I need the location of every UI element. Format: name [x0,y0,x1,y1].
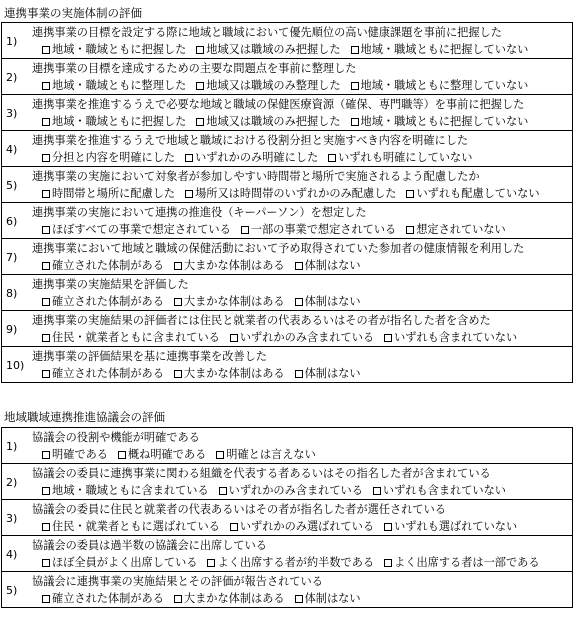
checkbox-icon[interactable] [351,82,359,90]
answer-option-label: 大まかな体制はある [183,367,285,380]
answer-option-label: 大まかな体制はある [183,259,285,272]
answer-options [42,330,566,345]
answer-option[interactable] [42,186,175,201]
answer-option-label: 地域・職域ともに整理していない [360,79,529,92]
answer-option[interactable] [241,222,396,237]
question-text: 連携事業の実施において対象者が参加しやすい時間帯と場所で実施されるよう配慮したか [32,170,480,183]
checkbox-icon[interactable] [219,487,227,495]
question-text: 協議会の委員に住民と就業者の代表あるいはその者が指名した者が選任されている [32,503,446,516]
checkbox-icon[interactable] [174,370,182,378]
question-number: 8) [6,286,18,300]
answer-option-label: 分担と内容を明確にした [52,151,176,164]
question-number: 1) [6,439,18,453]
section2-table [1,427,573,608]
answer-options [42,114,566,129]
question-text: 連携事業の評価結果を基に連携事業を改善した [32,350,267,363]
answer-options [42,294,566,309]
answer-option-label: 地域又は職域のみ把握した [206,115,341,128]
checkbox-icon[interactable] [351,118,359,126]
checkbox-icon[interactable] [42,559,50,567]
checkbox-icon[interactable] [118,451,126,459]
answer-option-label: 地域・職域ともに把握していない [360,115,529,128]
checkbox-icon[interactable] [384,523,392,531]
answer-option-label: 大まかな体制はある [183,295,285,308]
answer-option[interactable] [351,114,529,129]
checkbox-icon[interactable] [185,190,193,198]
answer-option-label: 地域・職域ともに把握した [52,43,187,56]
answer-option[interactable] [384,330,517,345]
question-text: 連携事業の目標を達成するための主要な問題点を事前に整理した [32,62,357,75]
answer-option-label: いずれも明確にしていない [338,151,473,164]
answer-option-label: 住民・就業者ともに選ばれている [52,520,220,533]
answer-option[interactable] [373,483,506,498]
answer-option[interactable] [230,330,374,345]
answer-option[interactable] [42,519,220,534]
checkbox-icon[interactable] [174,595,182,603]
question-number: 4) [6,547,18,561]
answer-option-label: 時間帯と場所に配慮した [52,187,176,200]
checkbox-icon[interactable] [384,334,392,342]
answer-options [42,555,566,570]
answer-option[interactable] [295,591,361,606]
answer-option-label: 確立された体制がある [52,259,164,272]
question-row [2,347,572,383]
answer-option[interactable] [207,555,374,570]
answer-option-label: ほぼすべての事業で想定されている [52,223,231,236]
answer-option-label: よく出席する者は一部である [394,556,540,569]
checkbox-icon[interactable] [42,487,50,495]
answer-option[interactable] [216,447,316,462]
answer-option-label: 想定されていない [416,223,506,236]
answer-option-label: 体制はない [304,259,361,272]
answer-option[interactable] [295,366,361,381]
answer-options [42,258,566,273]
question-row [2,131,572,167]
question-number: 2) [6,70,18,84]
checkbox-icon[interactable] [42,118,50,126]
answer-option-label: 確立された体制がある [52,367,164,380]
answer-option-label: いずれも含まれていない [394,331,518,344]
checkbox-icon[interactable] [196,82,204,90]
answer-option[interactable] [384,519,517,534]
answer-option[interactable] [351,78,529,93]
answer-option-label: 地域・職域ともに含まれている [52,484,209,497]
checkbox-icon[interactable] [174,262,182,270]
checkbox-icon[interactable] [351,46,359,54]
checkbox-icon[interactable] [174,298,182,306]
question-number: 3) [6,511,18,525]
checkbox-icon[interactable] [196,118,204,126]
answer-option-label: いずれかのみ含まれている [228,484,363,497]
answer-options [42,519,566,534]
answer-option[interactable] [42,294,164,309]
checkbox-icon[interactable] [42,523,50,531]
checkbox-icon[interactable] [42,154,50,162]
question-number: 5) [6,583,18,597]
answer-options [42,150,566,165]
question-row [2,203,572,239]
answer-option-label: 明確である [52,448,108,461]
checkbox-icon[interactable] [42,46,50,54]
checkbox-icon[interactable] [295,262,303,270]
question-row [2,464,572,500]
answer-option[interactable] [42,78,186,93]
question-row [2,239,572,275]
checkbox-icon[interactable] [42,370,50,378]
answer-option-label: 一部の事業で想定されている [250,223,397,236]
section1-table [1,22,573,383]
checkbox-icon[interactable] [42,334,50,342]
question-row [2,572,572,608]
question-row [2,428,572,464]
answer-option-label: 体制はない [304,592,361,605]
answer-option[interactable] [42,150,175,165]
checkbox-icon[interactable] [42,82,50,90]
answer-option-label: いずれかのみ選ばれている [239,520,375,533]
answer-option[interactable] [196,114,340,129]
checkbox-icon[interactable] [42,262,50,270]
answer-option[interactable] [196,78,340,93]
answer-option-label: 地域・職域ともに把握していない [360,43,529,56]
checkbox-icon[interactable] [230,523,238,531]
answer-option-label: いずれかのみ含まれている [239,331,375,344]
answer-option-label: 地域又は職域のみ把握した [206,43,341,56]
question-row [2,23,572,59]
answer-option[interactable] [351,42,529,57]
answer-option-label: 確立された体制がある [52,295,164,308]
answer-option-label: 地域又は職域のみ整理した [206,79,341,92]
question-text: 連携事業の実施において連携の推進役（キーパーソン）を想定した [32,206,367,219]
answer-option[interactable] [174,366,285,381]
answer-option-label: いずれも選ばれていない [394,520,518,533]
question-number: 10) [6,358,25,372]
answer-option-label: いずれも配慮していない [416,187,540,200]
answer-option-label: 概ね明確である [127,448,207,461]
checkbox-icon[interactable] [42,451,50,459]
question-row [2,95,572,131]
question-number: 4) [6,142,18,156]
question-text: 連携事業において地域と職域の保健活動において予め取得されていた参加者の健康情報を利用した [32,242,525,255]
checkbox-icon[interactable] [328,154,336,162]
answer-option-label: 体制はない [304,367,361,380]
checkbox-icon[interactable] [384,559,392,567]
question-row [2,167,572,203]
answer-option[interactable] [185,150,318,165]
answer-option[interactable] [42,330,220,345]
question-number: 7) [6,250,18,264]
answer-option-label: 体制はない [304,295,361,308]
answer-options [42,591,566,606]
answer-options [42,42,566,57]
checkbox-icon[interactable] [295,595,303,603]
answer-option[interactable] [42,447,108,462]
answer-option[interactable] [230,519,374,534]
answer-options [42,366,566,381]
answer-option-label: 住民・就業者ともに含まれている [52,331,220,344]
question-number: 6) [6,214,18,228]
answer-option[interactable] [174,294,285,309]
answer-option[interactable] [42,555,197,570]
checkbox-icon[interactable] [42,298,50,306]
answer-option[interactable] [42,483,209,498]
question-text: 協議会の役割や機能が明確である [32,431,200,444]
answer-option[interactable] [42,258,164,273]
section2-title: 地域職域連携推進協議会の評価 [4,410,165,424]
question-row [2,59,572,95]
answer-option[interactable] [295,258,361,273]
question-text: 連携事業を推進するうえで必要な地域と職域の保健医療資源（確保、専門職等）を事前に把握した [32,98,525,111]
checkbox-icon[interactable] [295,370,303,378]
question-number: 5) [6,178,18,192]
answer-option[interactable] [406,222,506,237]
question-text: 連携事業の実施結果を評価した [32,278,189,291]
question-text: 連携事業の目標を設定する際に地域と職域において優先順位の高い健康課題を事前に把握した [32,26,502,39]
answer-option-label: 確立された体制がある [52,592,164,605]
checkbox-icon[interactable] [42,226,50,234]
section1-title: 連携事業の実施体制の評価 [4,6,142,20]
answer-options [42,222,566,237]
answer-option-label: よく出席する者が約半数である [217,556,375,569]
answer-option-label: いずれも含まれていない [382,484,506,497]
checkbox-icon[interactable] [241,226,249,234]
answer-options [42,483,566,498]
checkbox-icon[interactable] [216,451,224,459]
answer-option[interactable] [42,222,231,237]
answer-options [42,78,566,93]
question-number: 9) [6,322,18,336]
answer-option[interactable] [42,42,186,57]
answer-option-label: 地域・職域ともに整理した [52,79,187,92]
checkbox-icon[interactable] [42,190,50,198]
answer-options [42,447,566,462]
answer-option[interactable] [219,483,363,498]
question-row [2,500,572,536]
question-text: 協議会に連携事業の実施結果とその評価が報告されている [32,575,323,588]
question-text: 協議会の委員に連携事業に関わる組織を代表する者あるいはその指名した者が含まれている [32,467,491,480]
answer-option[interactable] [196,42,340,57]
answer-option-label: 地域・職域ともに把握した [52,115,187,128]
question-row [2,311,572,347]
answer-options [42,186,566,201]
checkbox-icon[interactable] [373,487,381,495]
answer-option-label: 明確とは言えない [226,448,316,461]
answer-option[interactable] [185,186,396,201]
question-number: 1) [6,34,18,48]
answer-option[interactable] [295,294,361,309]
question-text: 連携事業の実施結果の評価者には住民と就業者の代表あるいはその者が指名した者を含めた [32,314,491,327]
answer-option[interactable] [174,258,285,273]
checkbox-icon[interactable] [207,559,215,567]
checkbox-icon[interactable] [185,154,193,162]
answer-option-label: いずれかのみ明確にした [195,151,319,164]
checkbox-icon[interactable] [406,226,414,234]
question-number: 2) [6,475,18,489]
question-number: 3) [6,106,18,120]
answer-option[interactable] [118,447,206,462]
answer-option-label: ほぼ全員がよく出席している [52,556,198,569]
question-text: 協議会の委員は過半数の協議会に出席している [32,539,267,552]
checkbox-icon[interactable] [230,334,238,342]
checkbox-icon[interactable] [295,298,303,306]
question-text: 連携事業を推進するうえで地域と職域における役割分担と実施すべき内容を明確にした [32,134,469,147]
answer-option[interactable] [42,366,164,381]
answer-option[interactable] [42,114,186,129]
answer-option-label: 場所又は時間帯のいずれかのみ配慮した [195,187,397,200]
question-row [2,536,572,572]
checkbox-icon[interactable] [42,595,50,603]
checkbox-icon[interactable] [406,190,414,198]
checkbox-icon[interactable] [196,46,204,54]
answer-option-label: 大まかな体制はある [183,592,285,605]
answer-option[interactable] [174,591,285,606]
answer-option[interactable] [328,150,472,165]
answer-option[interactable] [384,555,539,570]
answer-option[interactable] [42,591,164,606]
answer-option[interactable] [406,186,539,201]
question-row [2,275,572,311]
